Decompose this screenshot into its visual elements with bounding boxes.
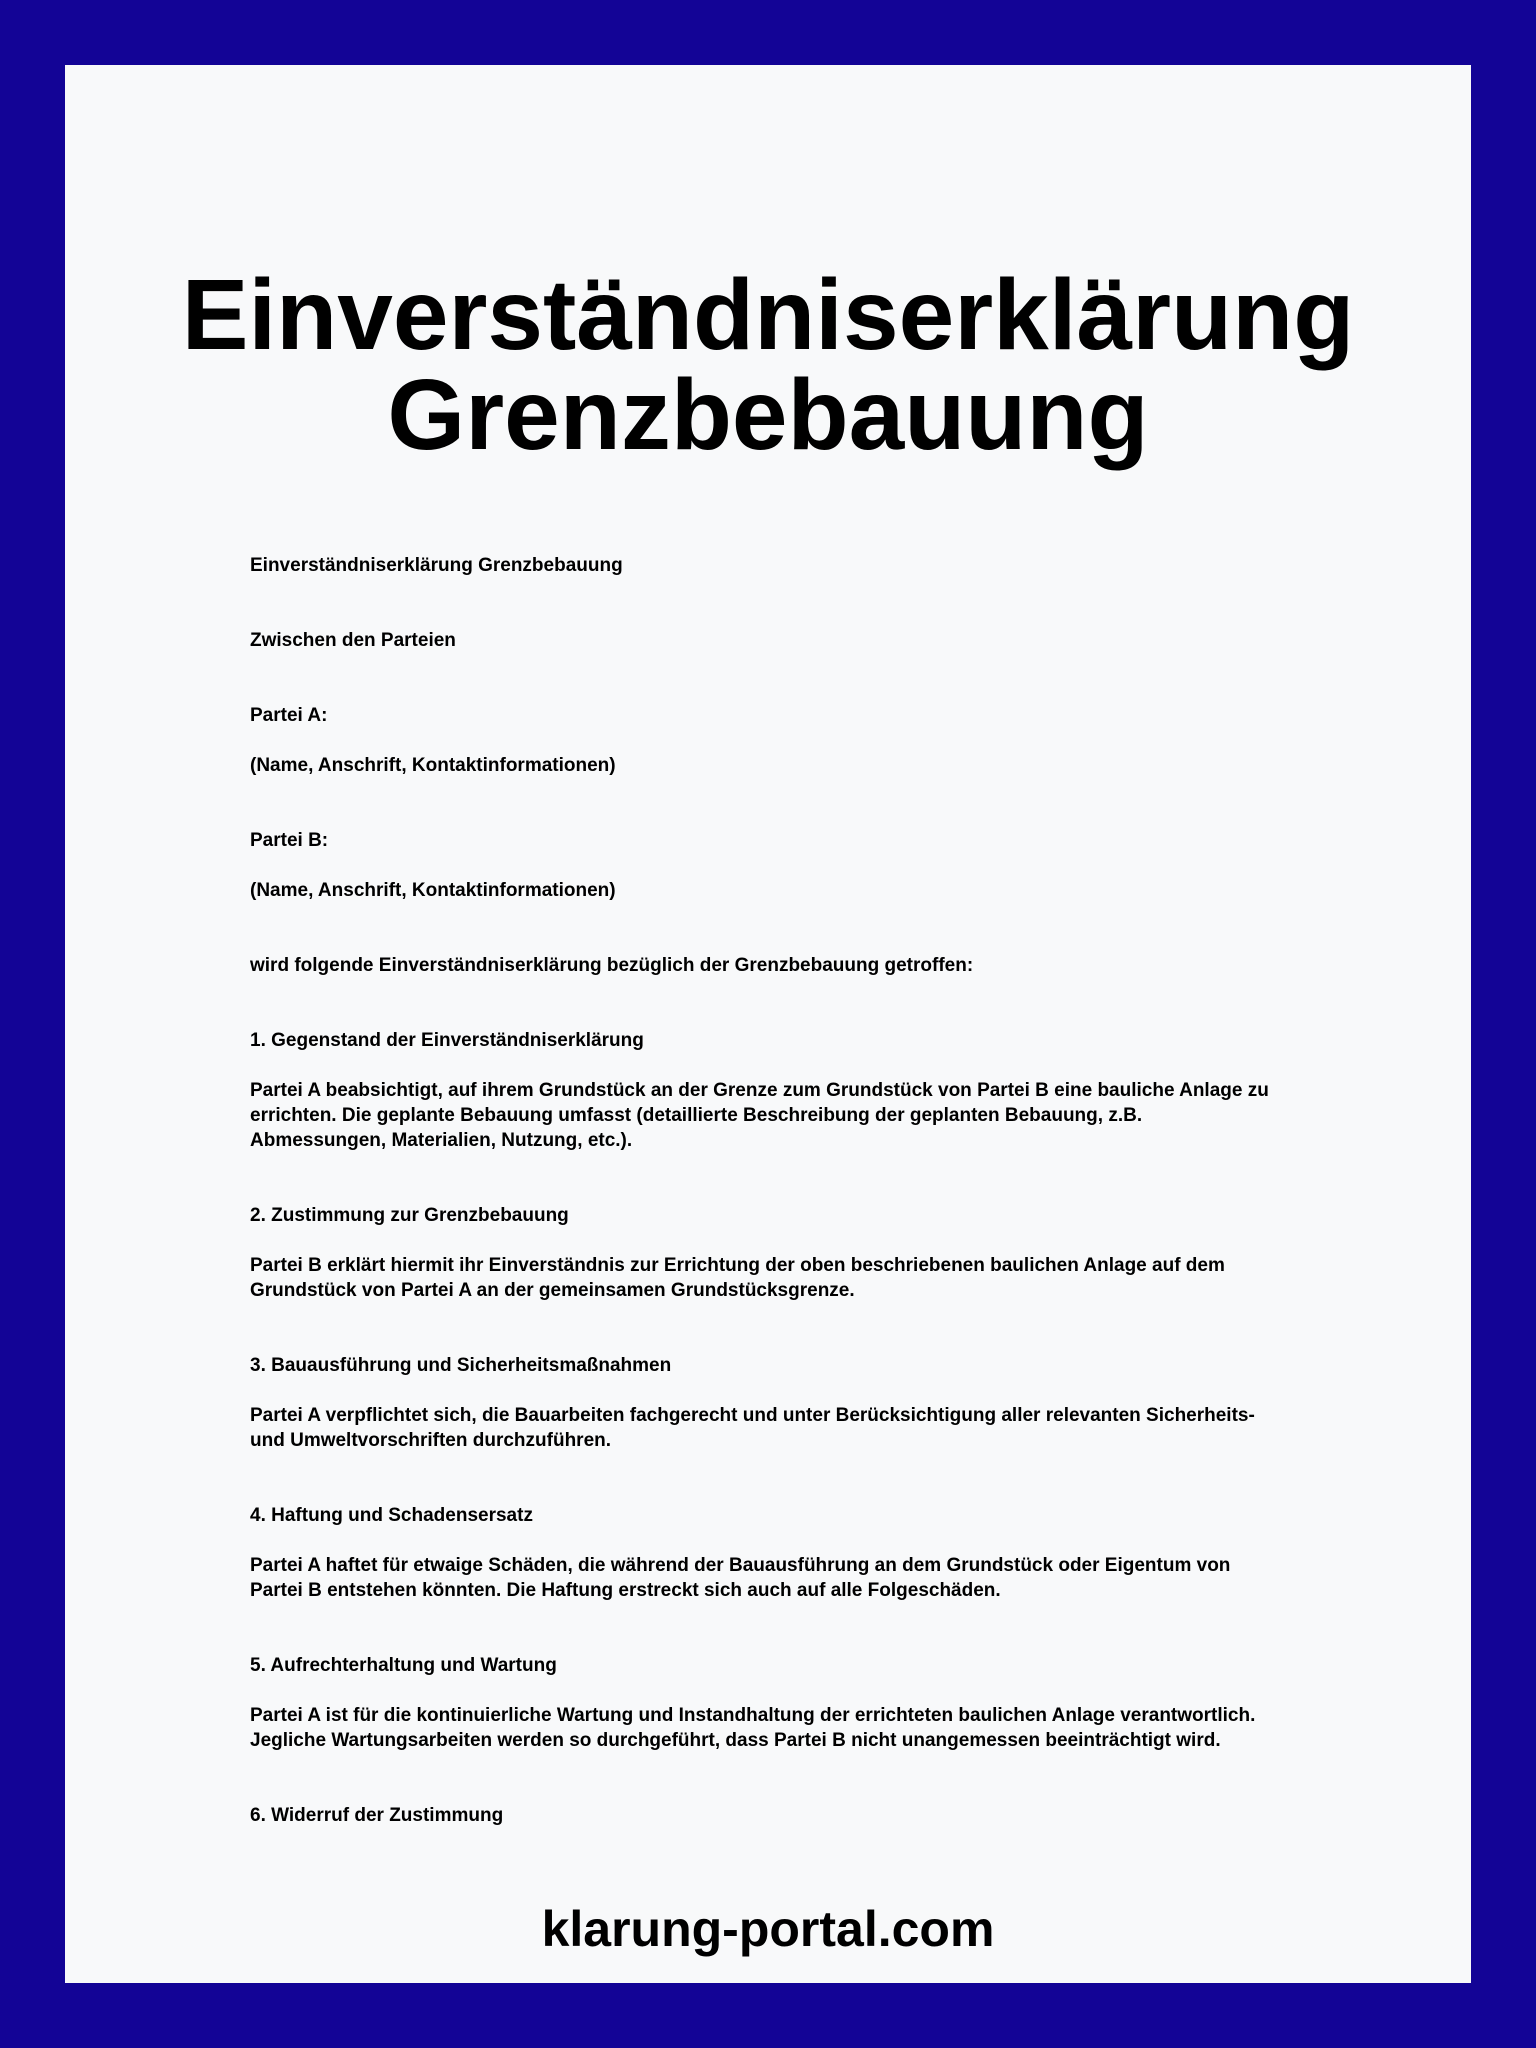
footer-site-link[interactable]: klarung-portal.com bbox=[541, 1901, 995, 1957]
section-text: Partei B erklärt hiermit ihr Einverständnis zur Errichtung der oben beschriebenen baulichen Anlage auf dem Grundstück von Partei A an der gemeinsamen Grundstücksgrenze. bbox=[250, 1255, 1225, 1301]
section-heading: 5. Aufrechterhaltung und Wartung bbox=[250, 1655, 557, 1676]
section-text: Partei A verpflichtet sich, die Bauarbeiten fachgerecht und unter Berücksichtigung aller relevanten Sicherheits- und Umweltvorschriften durchzuführen. bbox=[250, 1405, 1255, 1451]
doc-intro: Zwischen den Parteien bbox=[250, 630, 456, 651]
doc-heading: Einverständniserklärung Grenzbebauung bbox=[250, 555, 623, 576]
party-b-label: Partei B: bbox=[250, 830, 329, 851]
section-heading: 2. Zustimmung zur Grenzbebauung bbox=[250, 1205, 569, 1226]
section-heading: 6. Widerruf der Zustimmung bbox=[250, 1805, 504, 1826]
document-page bbox=[65, 65, 1471, 1983]
section-text: Partei A haftet für etwaige Schäden, die während der Bauausführung an dem Grundstück oder Eigentum von Partei B entstehen könnten. Die Haftung erstreckt sich auch auf alle Folgeschäden. bbox=[250, 1555, 1231, 1601]
title-line-1: Einverständniserklärung bbox=[181, 259, 1355, 371]
section-heading: 4. Haftung und Schadensersatz bbox=[250, 1505, 533, 1526]
section-text: Partei A beabsichtigt, auf ihrem Grundstück an der Grenze zum Grundstück von Partei B eine bauliche Anlage zu errichten. Die geplante Bebauung umfasst (detaillierte Beschreibung der geplanten Bebauung, z.B. Abmessungen, Materialien, Nutzung, etc.). bbox=[250, 1080, 1269, 1151]
party-b-value: (Name, Anschrift, Kontaktinformationen) bbox=[250, 880, 616, 901]
section-text: Partei A ist für die kontinuierliche Wartung und Instandhaltung der errichteten baulichen Anlage verantwortlich. Jegliche Wartungsarbeiten werden so durchgeführt, dass Partei B nicht unangemessen beeinträchtigt wird. bbox=[250, 1705, 1256, 1751]
doc-lead: wird folgende Einverständniserklärung bezüglich der Grenzbebauung getroffen: bbox=[250, 955, 974, 976]
title-line-2: Grenzbebauung bbox=[387, 359, 1149, 471]
party-a-label: Partei A: bbox=[250, 705, 328, 726]
party-a-value: (Name, Anschrift, Kontaktinformationen) bbox=[250, 755, 616, 776]
page-title bbox=[65, 259, 1471, 471]
section-heading: 1. Gegenstand der Einverständniserklärung bbox=[250, 1030, 644, 1051]
section-heading: 3. Bauausführung und Sicherheitsmaßnahmen bbox=[250, 1355, 672, 1376]
document-body bbox=[250, 553, 1280, 1828]
